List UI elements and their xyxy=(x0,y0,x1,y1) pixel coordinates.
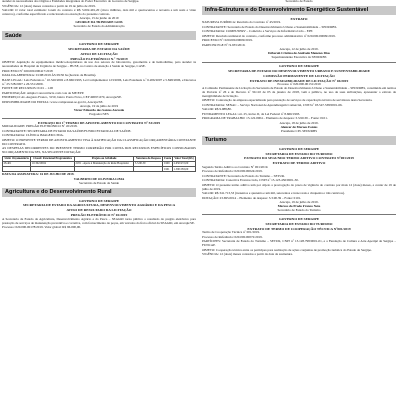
divider xyxy=(202,62,396,63)
table-cell: 3.3.90.39 xyxy=(134,162,163,167)
paragraph: PROGRAMA DE TRABALHO: 15.122.0004 – Elemento de despesa: 3.3.90.39 – Fonte: 0101. xyxy=(202,116,328,121)
turismo-organization: SECRETARIA DE ESTADO DO TURISMO xyxy=(265,151,333,156)
agri-notice-title: AVISO DE RESULTADO DA LICITAÇÃO xyxy=(66,208,132,213)
paragraph: MODALIDADE: PREGÃO ELETRÔNICO Nº 45/2018. xyxy=(2,124,78,129)
saude-date: Aracaju, 19 de julho de 2019 xyxy=(79,104,119,109)
turismo-paragraphs xyxy=(202,166,396,201)
agri-organization: SECRETARIA DE ESTADO DA AGRICULTURA, DESENVOLVIMENTO AGRÁRIO E DA PESCA xyxy=(22,203,176,208)
table-cell: 1.590.583,00 xyxy=(173,167,196,172)
table-header-cell: Valor Total (R$) xyxy=(174,157,194,161)
saude-signature-role: Pregoeiro/SES xyxy=(89,111,109,116)
paragraph: FONTE DE RECURSOS: 0101 – 1.00 xyxy=(2,86,54,91)
paragraph: PROCESSO Nº: 020.000.00009/2019. xyxy=(202,38,253,43)
extrato-title: EXTRATO DO 1º TERMO DE APOSTILAMENTO DO CONTRATO Nº 53/2019 xyxy=(37,120,161,125)
section-bar-turismo: Turismo xyxy=(202,136,396,145)
paragraph: VALOR: R$ 9.988,80. xyxy=(202,107,232,112)
turismo-title: EXTRATO DO SEGUNDO TERMO ADITIVO CONTRATO Nº001/2019 xyxy=(244,156,354,161)
top-date: Aracaju, 15 de junho de 2019 xyxy=(79,16,119,21)
saude-notice-subtitle: PREGÃO ELETRÔNICO N.º 76/2019 xyxy=(70,56,128,61)
section-bar-agricultura: Agricultura e do Desenvolvimento Rural xyxy=(2,188,196,197)
right-top-line: Secretário de Estado xyxy=(285,0,313,3)
infra-signature-role: Superintendente Executiva da SEDURBS xyxy=(271,55,327,60)
section-bar-infraestrutura: Infra-Estrutura e do Desenvolvimento Energético Sustentável xyxy=(202,6,396,15)
turismo-date: Aracaju, 19 de julho de 2019. xyxy=(279,200,319,205)
turismo2-organization: SECRETARIA DE ESTADO DO TURISMO xyxy=(265,221,333,226)
left-column xyxy=(2,0,196,400)
infra-signature-name: Déborah Cristina de Andrade Menezes Dias xyxy=(268,51,330,56)
paragraph: NATUREZA JURÍDICA: Rescisão do Contrato nº 45/2019. xyxy=(202,20,281,25)
paragraph: ENDEREÇO: Av. Augusto Franco, 3150, bairro Ponto Novo, CEP 49097-670, Aracaju/SE. xyxy=(2,95,122,100)
infra-paragraphs xyxy=(202,21,396,47)
paragraph: OBJETO: Cooperação técnica entre os partícipes para realização de ações conjuntas de promoção turística do Estado de Sergipe. xyxy=(202,247,372,252)
paragraph: Processo de Referência: 020.000.00072/2019. xyxy=(202,234,263,239)
saude-signature-name: Victor Eduardo dos Santos Azevedo xyxy=(73,108,125,112)
table-header-cell: Natureza da Despesa xyxy=(134,157,163,162)
paragraph: A Comissão Permanente de Licitação da Secretaria de Estado do Desenvolvimento Urbano e Sustentabilidade – SEDURBS, constituída em termos da Portaria nº 26 e do Decreto nº 30.110 de 05 de janeiro de 2018, vem a público, no uso de suas atribuições, apresentar o extrato da inexigibilidade de licitação. xyxy=(202,86,396,98)
top-signature-role: Secretário de Estado da Administração xyxy=(73,24,125,29)
paragraph: CONTRATADA: SENAC – Serviço Nacional de Aprendizagem Comercial, CNPJ nº 03.547.538/0001-66. xyxy=(202,102,343,107)
table-cell: 0109 xyxy=(163,162,173,167)
gazette-page xyxy=(2,0,398,400)
paragraph: DATA DA ABERTURA: 01/08/2019 ÀS 09:30 hs (horário de Brasília). xyxy=(2,73,97,78)
turismo2-paragraphs xyxy=(202,231,396,257)
table-cell xyxy=(31,167,75,172)
paragraph: Segundo Termo Aditivo ao Contrato Nº 001/2019. xyxy=(202,164,269,169)
left-top-paragraphs xyxy=(2,0,196,17)
paragraph: PARECER PGE Nº: 9.935/2019. xyxy=(202,42,246,47)
paragraph: CONTRATANTE: SECRETARIA DE ESTADO DA SAÚDE/FUNDO ESTADUAL DE SAÚDE. xyxy=(2,128,132,133)
table-cell xyxy=(134,167,163,172)
paragraph: PARTICIPAÇÃO: Ampla Concorrência com cota de ME/EPP. xyxy=(2,90,84,95)
table-header-cell: Unid. Orçamentária xyxy=(3,157,31,162)
saude-government: GOVERNO DE SERGIPE xyxy=(78,42,120,47)
paragraph: CONTRATANTE: Secretaria de Estado do Turismo – SETUR. xyxy=(202,173,285,178)
paragraph: OBJETO: Contratação de empresa especializada para prestação de serviços de capacitação técnica de servidores desta Secretaria. xyxy=(202,98,373,103)
extrato-signature-role: Secretário de Estado da Saúde xyxy=(79,180,119,185)
paragraph: CONTRATADA: COMPUSERV – Comércio e Serviços de Informática Ltda – EPP. xyxy=(202,29,313,34)
section-bar-saude: Saúde xyxy=(2,31,196,40)
agri-government: GOVERNO DE SERGIPE xyxy=(78,198,120,203)
paragraph: PARTÍCIPES: Secretaria de Estado do Turismo – SETUR, CNPJ nº 13.128.798/0001-01, e a Fundação de Cultura e Arte Aperipê de Sergipe – FUNCAP. xyxy=(202,239,396,248)
paragraph: VIGÊNCIA: 12 (doze) meses contados a partir de 19 de julho de 2019. xyxy=(2,3,96,8)
paragraph: AS DESPESAS DECORRENTES DO PRESENTE TERMO CORRERÃO POR CONTA DOS RECURSOS ESPECÍFICOS CONSIGNADOS NO ORÇAMENTO DA SES, NA SEGUINTE DOTAÇÃO: xyxy=(2,146,196,155)
paragraph: VIGÊNCIA: 12 (doze) meses contados a partir da data da assinatura. xyxy=(202,252,293,257)
agri-notice-subtitle: PREGÃO ELETRÔNICO Nº 02/2019 xyxy=(70,213,128,218)
paragraph: OBJETO: O presente termo aditivo tem por objeto a prorrogação do prazo de vigência do contrato por mais 12 (doze) meses, a contar de 19 de julho de 2019. xyxy=(202,182,396,191)
paragraph: Processo de Referência: 020.000.00024/2019. xyxy=(202,169,263,174)
sedurbs-paragraphs xyxy=(202,87,396,121)
sedurbs-commission: COMISSÃO PERMANENTE DE LICITAÇÃO xyxy=(263,73,335,78)
paragraph: VALOR: R$ 341.713,53 (trezentos e quarenta e um mil, setecentos e treze reais e cinquenta e três centavos). xyxy=(202,191,345,196)
paragraph: OBJETO: Aquisição de equipamentos médico-hospitalares de uso dos setores de laboratório, gasometria e de hemodiálise, para atender às necessidades do Hospital de Urgência de Sergipe – HUSE, no Centro de Atenção à Saúde de Sergipe, CASE. xyxy=(2,60,196,69)
agri-paragraphs xyxy=(2,218,196,230)
paragraph: Processo: 020.000.00178/2019. Valor global: R$ 96.000,00. xyxy=(2,225,81,230)
sedurbs-title: EXTRATO DE INEXIGIBILIDADE DE LICITAÇÃO Nº 04/2019 xyxy=(249,78,349,83)
table-cell: 0101 xyxy=(163,167,173,172)
budget-table xyxy=(2,156,196,172)
turismo2-title: EXTRATO DE TERMO DE COOPERAÇÃO TÉCNICA Nº001/2019 xyxy=(247,226,351,231)
extrato-signature-date: DATA DA ASSINATURA: 16 DE JULHO DE 2019. xyxy=(2,172,75,177)
infra-date: Aracaju, 12 de julho de 2019. xyxy=(279,47,319,52)
paragraph: PROCESSO Nº 020.000.000417/2018 xyxy=(2,68,53,73)
sedurbs-signature-role: Presidente CPL SEDURBS xyxy=(280,128,318,133)
table-header-cell: Classif. Funcional Programática xyxy=(31,157,75,162)
divider xyxy=(202,214,396,215)
turismo-government: GOVERNO DE SERGIPE xyxy=(278,146,320,151)
table-header-cell: Fonte xyxy=(164,157,172,161)
table-cell: 2.650.972,00 xyxy=(173,162,196,167)
paragraph: Termo de Cooperação Técnica nº 001/2019. xyxy=(202,230,260,235)
extrato-paragraphs xyxy=(2,125,196,155)
paragraph: CONTRATADA: Conectiva Eventos Ltda, CNPJ nº 15.123.456/0001-30. xyxy=(202,178,299,183)
turismo-subtitle: EXTRATO DE TERMO ADITIVO xyxy=(272,161,326,166)
sedurbs-signature-name: Alencar de Moraes Fontes xyxy=(280,124,318,129)
turismo-signature-name: Marcos do Prado Franco Neto xyxy=(277,204,321,209)
paragraph: CONTRATANTE: Secretaria de Estado do Desenvolvimento Urbano e Sustentabilidade – SEDURBS. xyxy=(202,24,338,29)
paragraph: OBJETO: Rescisão unilateral do contrato, conforme processo administrativo nº 020.000.00009/2019. xyxy=(202,33,336,38)
saude-paragraphs xyxy=(2,61,196,104)
top-signature-name: GEORGE DA TRINDADE GOIS xyxy=(75,20,123,25)
paragraph: FUNDAMENTO LEGAL: art. 25, inciso II, da Lei Federal nº 8.666/1993. xyxy=(202,111,301,116)
paragraph: DISPONIBILIDADE DO EDITAL: www.comprasnet.se.gov.br, Aracaju/SE. xyxy=(2,99,104,104)
table-cell: 10.302.0004 xyxy=(31,162,75,167)
paragraph: OBJETO: O PRESENTE TERMO DE APOSTILAMENTO VISA À RATIFICAÇÃO DA CLASSIFICAÇÃO ORÇAMENTÁRIA CONSTANTE DO CONTRATO. xyxy=(2,137,196,146)
budget-table-body xyxy=(3,162,196,172)
divider xyxy=(2,118,196,119)
table-header-cell: Projeto ou Atividade xyxy=(74,157,133,162)
extrato-signature-name: VALBERTO DE OLIVEIRA LIMA xyxy=(73,176,125,181)
sedurbs-government: GOVERNO DE SERGIPE xyxy=(278,64,320,69)
paragraph: BASE LEGAL: Leis Federais n.º 10.520/2002 e 8.666/1993, Lei Complementar 123/2006, Leis Estaduais n.º 6.206/2007 e 5.848/2006, e Decretos n.º 25.728/2007 e 26.531/2009. xyxy=(2,77,196,86)
paragraph: DOTAÇÃO: 23.695.0014 – Elemento de despesa: 3.3.90.39 – Fonte: 0101. xyxy=(202,195,302,200)
sedurbs-process: Processo nº 020.000.00131/2019 xyxy=(277,82,321,87)
table-cell xyxy=(3,167,31,172)
paragraph: A Secretaria de Estado da Agricultura, Desenvolvimento Agrário e da Pesca – SEAGRI torna público o resultado do pregão eletrônico para prestação de serviços de manutenção preventiva e corretiva, com fornecimento de peças, em veículos da frota oficial da SEAGRI, em Aracaju/SE. xyxy=(2,216,196,225)
paragraph: VALOR: O valor total estimado: lorem do contrato é R$ 5.002.491,20 (cinco milhões, dois mil e quatrocentos e noventa e um reais e vinte centavos), conforme especificado e relacionado na execução do presente contrato. xyxy=(2,8,196,16)
turismo-signature-role: Secretário de Estado do Turismo xyxy=(277,208,321,213)
paragraph: CONTRATADA: CLÍNICA IMAGEM LTDA. xyxy=(2,133,64,138)
sedurbs-date: Aracaju, 18 de julho de 2019. xyxy=(279,120,319,125)
table-cell: 28.401 xyxy=(3,162,31,167)
paragraph: atender às necessidades dos Órgãos e Entidades integrantes do Poder Executivo do Governo de Sergipe. xyxy=(2,0,140,3)
table-cell xyxy=(74,167,133,172)
table-cell: 2181 - Apoio à Manutenção da Rede Hospitalar xyxy=(74,162,133,167)
saude-organization: SECRETARIA DE ESTADO DA SAÚDE xyxy=(68,47,130,52)
table-row xyxy=(3,167,196,172)
infra-extrato-title: EXTRATO xyxy=(290,16,308,21)
right-column xyxy=(202,0,396,400)
sedurbs-organization: SECRETARIA DE ESTADO DO DESENVOLVIMENTO URBANO E SUSTENTABILIDADE xyxy=(228,69,370,73)
saude-notice-title: AVISO DE LICITAÇÃO xyxy=(80,51,118,56)
turismo2-government: GOVERNO DE SERGIPE xyxy=(278,216,320,221)
